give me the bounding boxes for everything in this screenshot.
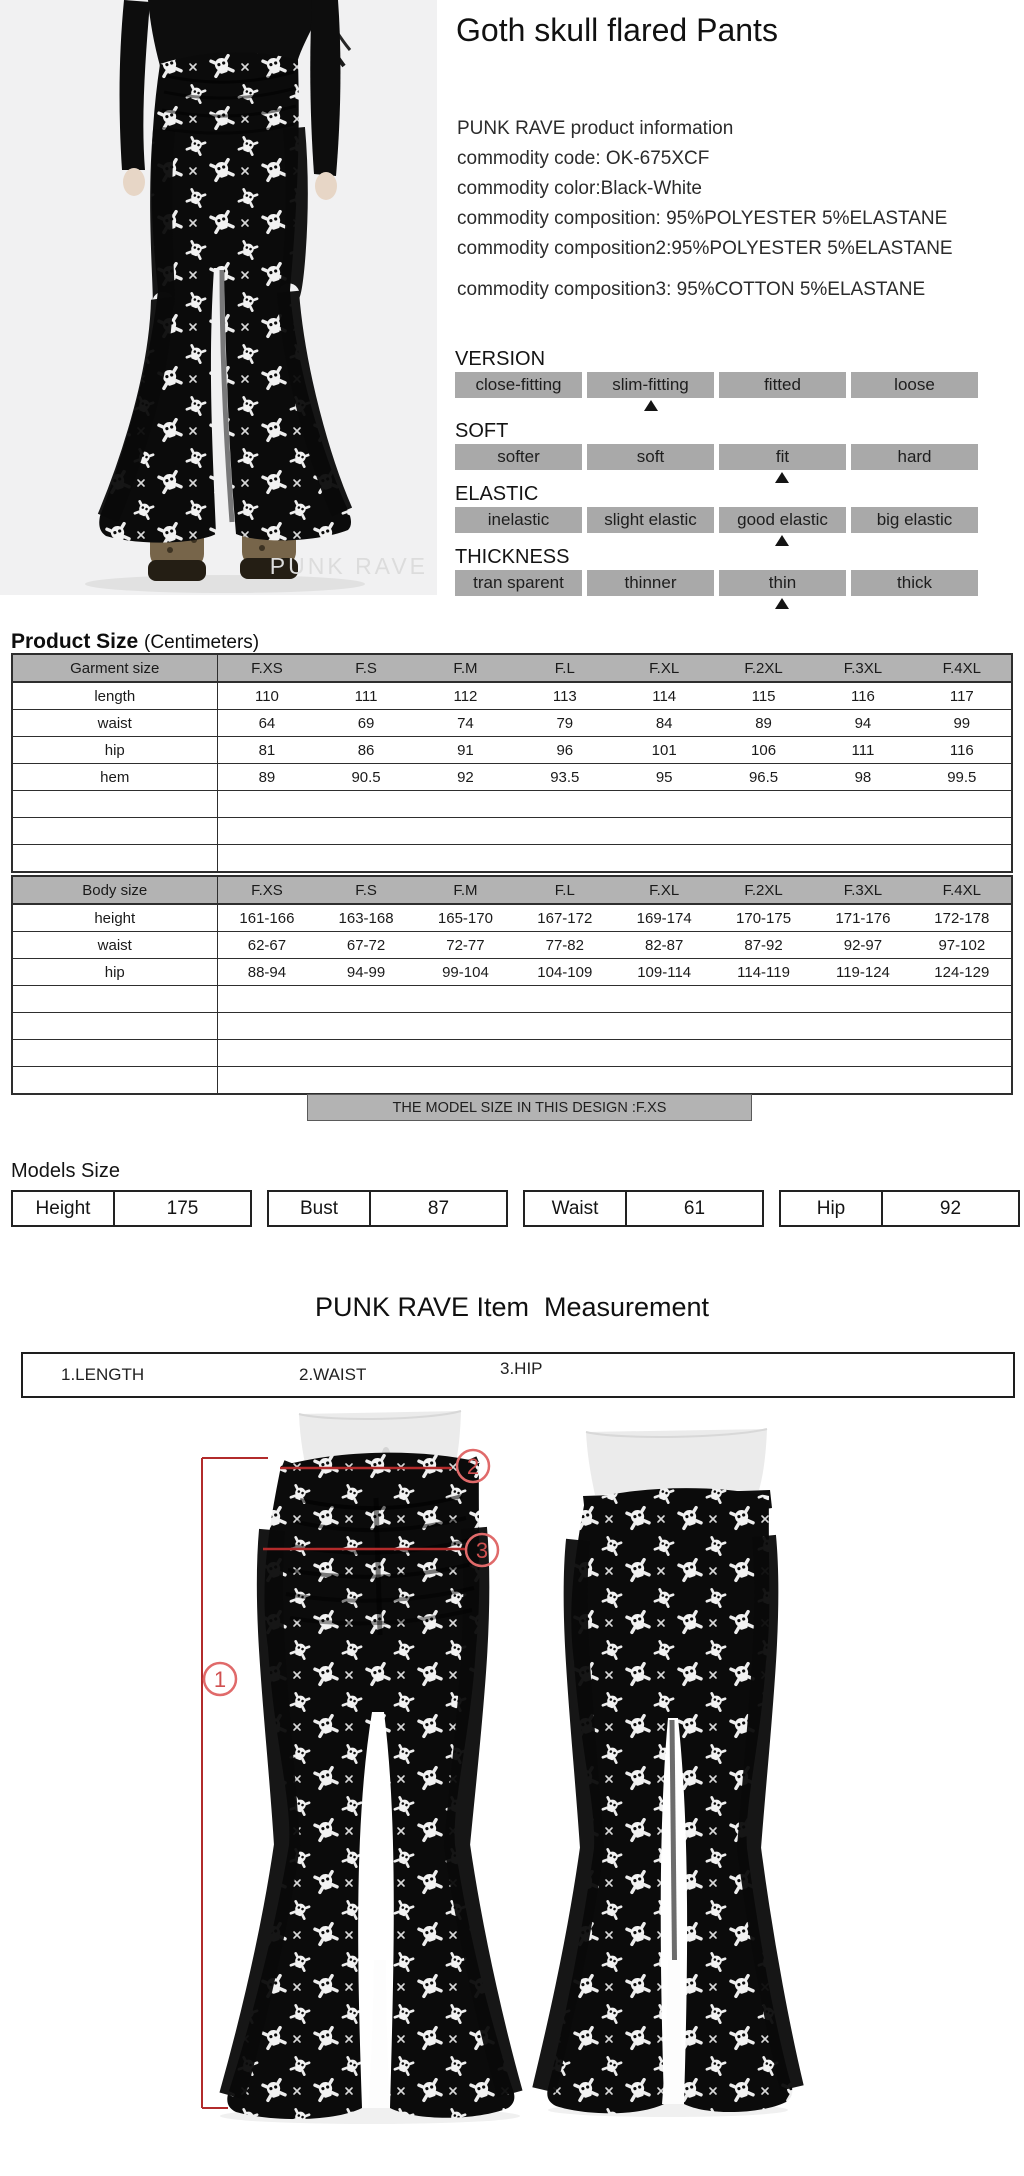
scale-option: inelastic bbox=[455, 507, 582, 533]
table-row bbox=[12, 959, 1012, 986]
col-header: F.2XL bbox=[744, 881, 783, 899]
size-value: 165-170 bbox=[437, 909, 493, 927]
scale-option: good elastic bbox=[719, 507, 846, 533]
front-view-illustration bbox=[220, 1411, 520, 2124]
size-value: 97-102 bbox=[938, 936, 986, 954]
table-row-empty bbox=[12, 791, 1012, 818]
row-label: hip bbox=[12, 737, 217, 764]
scale-option: thick bbox=[851, 570, 978, 596]
col-header: F.4XL bbox=[942, 881, 981, 899]
size-value: 81 bbox=[258, 741, 276, 759]
table-row-empty bbox=[12, 845, 1012, 873]
size-value: 114-119 bbox=[737, 963, 790, 981]
measure-value: 92 bbox=[939, 1197, 962, 1219]
scale-option: thin bbox=[719, 570, 846, 596]
size-value: 117 bbox=[949, 687, 974, 705]
scale-option: loose bbox=[851, 372, 978, 398]
models-size-box bbox=[11, 1190, 252, 1227]
attribute-scale-version bbox=[455, 348, 978, 411]
col-header: F.XS bbox=[251, 881, 283, 899]
product-info-block bbox=[457, 114, 953, 305]
scale-option: soft bbox=[587, 444, 714, 470]
size-value: 89 bbox=[755, 714, 772, 732]
size-value: 101 bbox=[651, 741, 677, 759]
size-value: 87-92 bbox=[744, 936, 783, 954]
attribute-scale-elastic bbox=[455, 483, 978, 546]
scale-option: fitted bbox=[719, 372, 846, 398]
col-header: F.M bbox=[453, 659, 478, 677]
scale-label: VERSION bbox=[455, 348, 546, 370]
col-header: F.4XL bbox=[942, 659, 981, 677]
size-value: 124-129 bbox=[934, 963, 990, 981]
size-value: 94-99 bbox=[346, 963, 386, 981]
size-value: 99 bbox=[953, 714, 971, 732]
size-value: 172-178 bbox=[934, 909, 990, 927]
scale-option: thinner bbox=[587, 570, 714, 596]
size-value: 116 bbox=[949, 741, 974, 759]
size-value: 69 bbox=[357, 714, 375, 732]
row-label: waist bbox=[12, 710, 217, 737]
row-label: length bbox=[12, 682, 217, 710]
size-value: 116 bbox=[850, 687, 875, 705]
col-header: F.M bbox=[453, 881, 478, 899]
size-value: 115 bbox=[751, 687, 776, 705]
col-header: F.XL bbox=[649, 659, 680, 677]
models-size-heading: Models Size bbox=[11, 1160, 120, 1182]
size-value: 62-67 bbox=[247, 936, 287, 954]
guide-label-length: 1.LENGTH bbox=[61, 1365, 145, 1384]
scale-option: close-fitting bbox=[455, 372, 582, 398]
size-value: 98 bbox=[854, 768, 872, 786]
body-size-table bbox=[11, 875, 1013, 1095]
scale-option: fit bbox=[719, 444, 846, 470]
size-value: 161-166 bbox=[239, 909, 295, 927]
product-size-unit: (Centimeters) bbox=[144, 632, 260, 653]
size-value: 84 bbox=[655, 714, 673, 732]
measurement-guide-box bbox=[21, 1352, 1015, 1398]
col-header: F.3XL bbox=[843, 881, 883, 899]
size-value: 82-87 bbox=[645, 936, 684, 954]
scale-option: tran sparent bbox=[455, 570, 582, 596]
selected-indicator bbox=[644, 400, 658, 411]
attribute-scale-thickness bbox=[455, 546, 978, 609]
table-row bbox=[12, 710, 1012, 737]
size-value: 74 bbox=[457, 714, 474, 732]
selected-indicator bbox=[775, 598, 789, 609]
size-value: 92-97 bbox=[843, 936, 883, 954]
row-label: hem bbox=[12, 764, 217, 791]
table-row bbox=[12, 764, 1012, 791]
size-value: 64 bbox=[258, 714, 276, 732]
size-value: 110 bbox=[254, 687, 279, 705]
scale-label: THICKNESS bbox=[455, 546, 570, 568]
measure-label: Waist bbox=[525, 1192, 627, 1225]
table-row bbox=[12, 682, 1012, 710]
size-value: 113 bbox=[552, 687, 577, 705]
table-header-row bbox=[12, 654, 1012, 682]
selected-indicator bbox=[775, 472, 789, 483]
measure-value: 87 bbox=[427, 1197, 450, 1219]
scale-option: big elastic bbox=[851, 507, 978, 533]
size-value: 109-114 bbox=[637, 963, 692, 981]
measure-label: Hip bbox=[781, 1192, 883, 1225]
info-line: commodity color:Black-White bbox=[457, 178, 702, 199]
col-header: F.2XL bbox=[744, 659, 783, 677]
models-size-box bbox=[779, 1190, 1020, 1227]
col-header: F.3XL bbox=[843, 659, 883, 677]
table-row bbox=[12, 904, 1012, 932]
table-row bbox=[12, 737, 1012, 764]
size-value: 88-94 bbox=[247, 963, 287, 981]
row-label: hip bbox=[12, 959, 217, 986]
photo-watermark: PUNK RAVE bbox=[269, 553, 428, 579]
models-size-box bbox=[267, 1190, 508, 1227]
product-size-title: Product Size bbox=[11, 630, 139, 653]
size-value: 119-124 bbox=[835, 963, 890, 981]
measure-label: Height bbox=[13, 1192, 115, 1225]
back-view-illustration bbox=[544, 1429, 792, 2117]
measure-label: Bust bbox=[269, 1192, 371, 1225]
size-value: 112 bbox=[453, 687, 478, 705]
scale-option: softer bbox=[455, 444, 582, 470]
size-value: 90.5 bbox=[351, 768, 381, 786]
row-label: waist bbox=[12, 932, 217, 959]
table-row-empty bbox=[12, 1040, 1012, 1067]
col-header: Garment size bbox=[12, 654, 217, 682]
table-row-empty bbox=[12, 1013, 1012, 1040]
col-header: F.L bbox=[554, 659, 575, 677]
size-value: 94 bbox=[854, 714, 872, 732]
size-value: 106 bbox=[751, 741, 777, 759]
col-header: Body size bbox=[12, 876, 217, 904]
size-value: 114 bbox=[652, 687, 677, 705]
guide-label-waist: 2.WAIST bbox=[299, 1365, 367, 1384]
measurement-diagram bbox=[0, 1400, 1024, 2140]
size-value: 169-174 bbox=[636, 909, 692, 927]
model-size-note: THE MODEL SIZE IN THIS DESIGN :F.XS bbox=[307, 1094, 752, 1121]
size-value: 167-172 bbox=[537, 909, 593, 927]
col-header: F.XL bbox=[649, 881, 680, 899]
size-value: 93.5 bbox=[550, 768, 580, 786]
scale-label: SOFT bbox=[455, 420, 509, 442]
table-row bbox=[12, 932, 1012, 959]
scale-label: ELASTIC bbox=[455, 483, 539, 505]
size-value: 96 bbox=[556, 741, 574, 759]
models-size-box bbox=[523, 1190, 764, 1227]
table-row-empty bbox=[12, 1067, 1012, 1095]
measurement-heading: PUNK RAVE Item Measurement bbox=[314, 1292, 710, 1322]
col-header: F.S bbox=[355, 659, 377, 677]
size-value: 111 bbox=[354, 687, 378, 705]
hip-marker-number: 3 bbox=[475, 1538, 489, 1563]
scale-option: hard bbox=[851, 444, 978, 470]
page-title: Goth skull flared Pants bbox=[456, 12, 778, 48]
info-line: PUNK RAVE product information bbox=[457, 118, 734, 139]
size-value: 89 bbox=[258, 768, 276, 786]
size-value: 171-176 bbox=[835, 909, 891, 927]
col-header: F.L bbox=[554, 881, 575, 899]
size-value: 92 bbox=[457, 768, 474, 786]
table-header-row bbox=[12, 876, 1012, 904]
selected-indicator bbox=[775, 535, 789, 546]
size-value: 111 bbox=[851, 741, 875, 759]
size-value: 99-104 bbox=[442, 963, 489, 981]
row-label: height bbox=[12, 904, 217, 932]
size-value: 72-77 bbox=[446, 936, 485, 954]
size-value: 96.5 bbox=[748, 768, 779, 786]
table-row-empty bbox=[12, 986, 1012, 1013]
info-line: commodity composition3: 95%COTTON 5%ELASTANE bbox=[457, 279, 926, 300]
size-value: 91 bbox=[457, 741, 474, 759]
product-size-heading bbox=[11, 630, 259, 654]
waist-marker-number: 2 bbox=[466, 1454, 480, 1479]
info-line: commodity composition2:95%POLYESTER 5%ELASTANE bbox=[457, 238, 953, 259]
table-row-empty bbox=[12, 818, 1012, 845]
guide-label-hip: 3.HIP bbox=[500, 1359, 543, 1378]
info-line: commodity code: OK-675XCF bbox=[457, 148, 710, 169]
size-value: 77-82 bbox=[545, 936, 584, 954]
measure-value: 175 bbox=[166, 1197, 199, 1219]
garment-size-table bbox=[11, 653, 1013, 873]
size-value: 104-109 bbox=[537, 963, 593, 981]
scale-option: slight elastic bbox=[587, 507, 714, 533]
scale-option: slim-fitting bbox=[587, 372, 714, 398]
col-header: F.S bbox=[355, 881, 377, 899]
length-marker-number: 1 bbox=[213, 1667, 227, 1692]
size-value: 99.5 bbox=[947, 768, 977, 786]
info-line: commodity composition: 95%POLYESTER 5%ELASTANE bbox=[457, 208, 948, 229]
product-photo bbox=[0, 0, 437, 595]
attribute-scale-soft bbox=[455, 420, 978, 483]
col-header: F.XS bbox=[251, 659, 283, 677]
size-value: 95 bbox=[655, 768, 673, 786]
size-value: 67-72 bbox=[346, 936, 386, 954]
size-value: 79 bbox=[556, 714, 574, 732]
size-value: 170-175 bbox=[736, 909, 792, 927]
models-size-row bbox=[11, 1190, 1020, 1227]
size-value: 86 bbox=[357, 741, 375, 759]
measure-value: 61 bbox=[683, 1197, 706, 1219]
size-value: 163-168 bbox=[338, 909, 394, 927]
